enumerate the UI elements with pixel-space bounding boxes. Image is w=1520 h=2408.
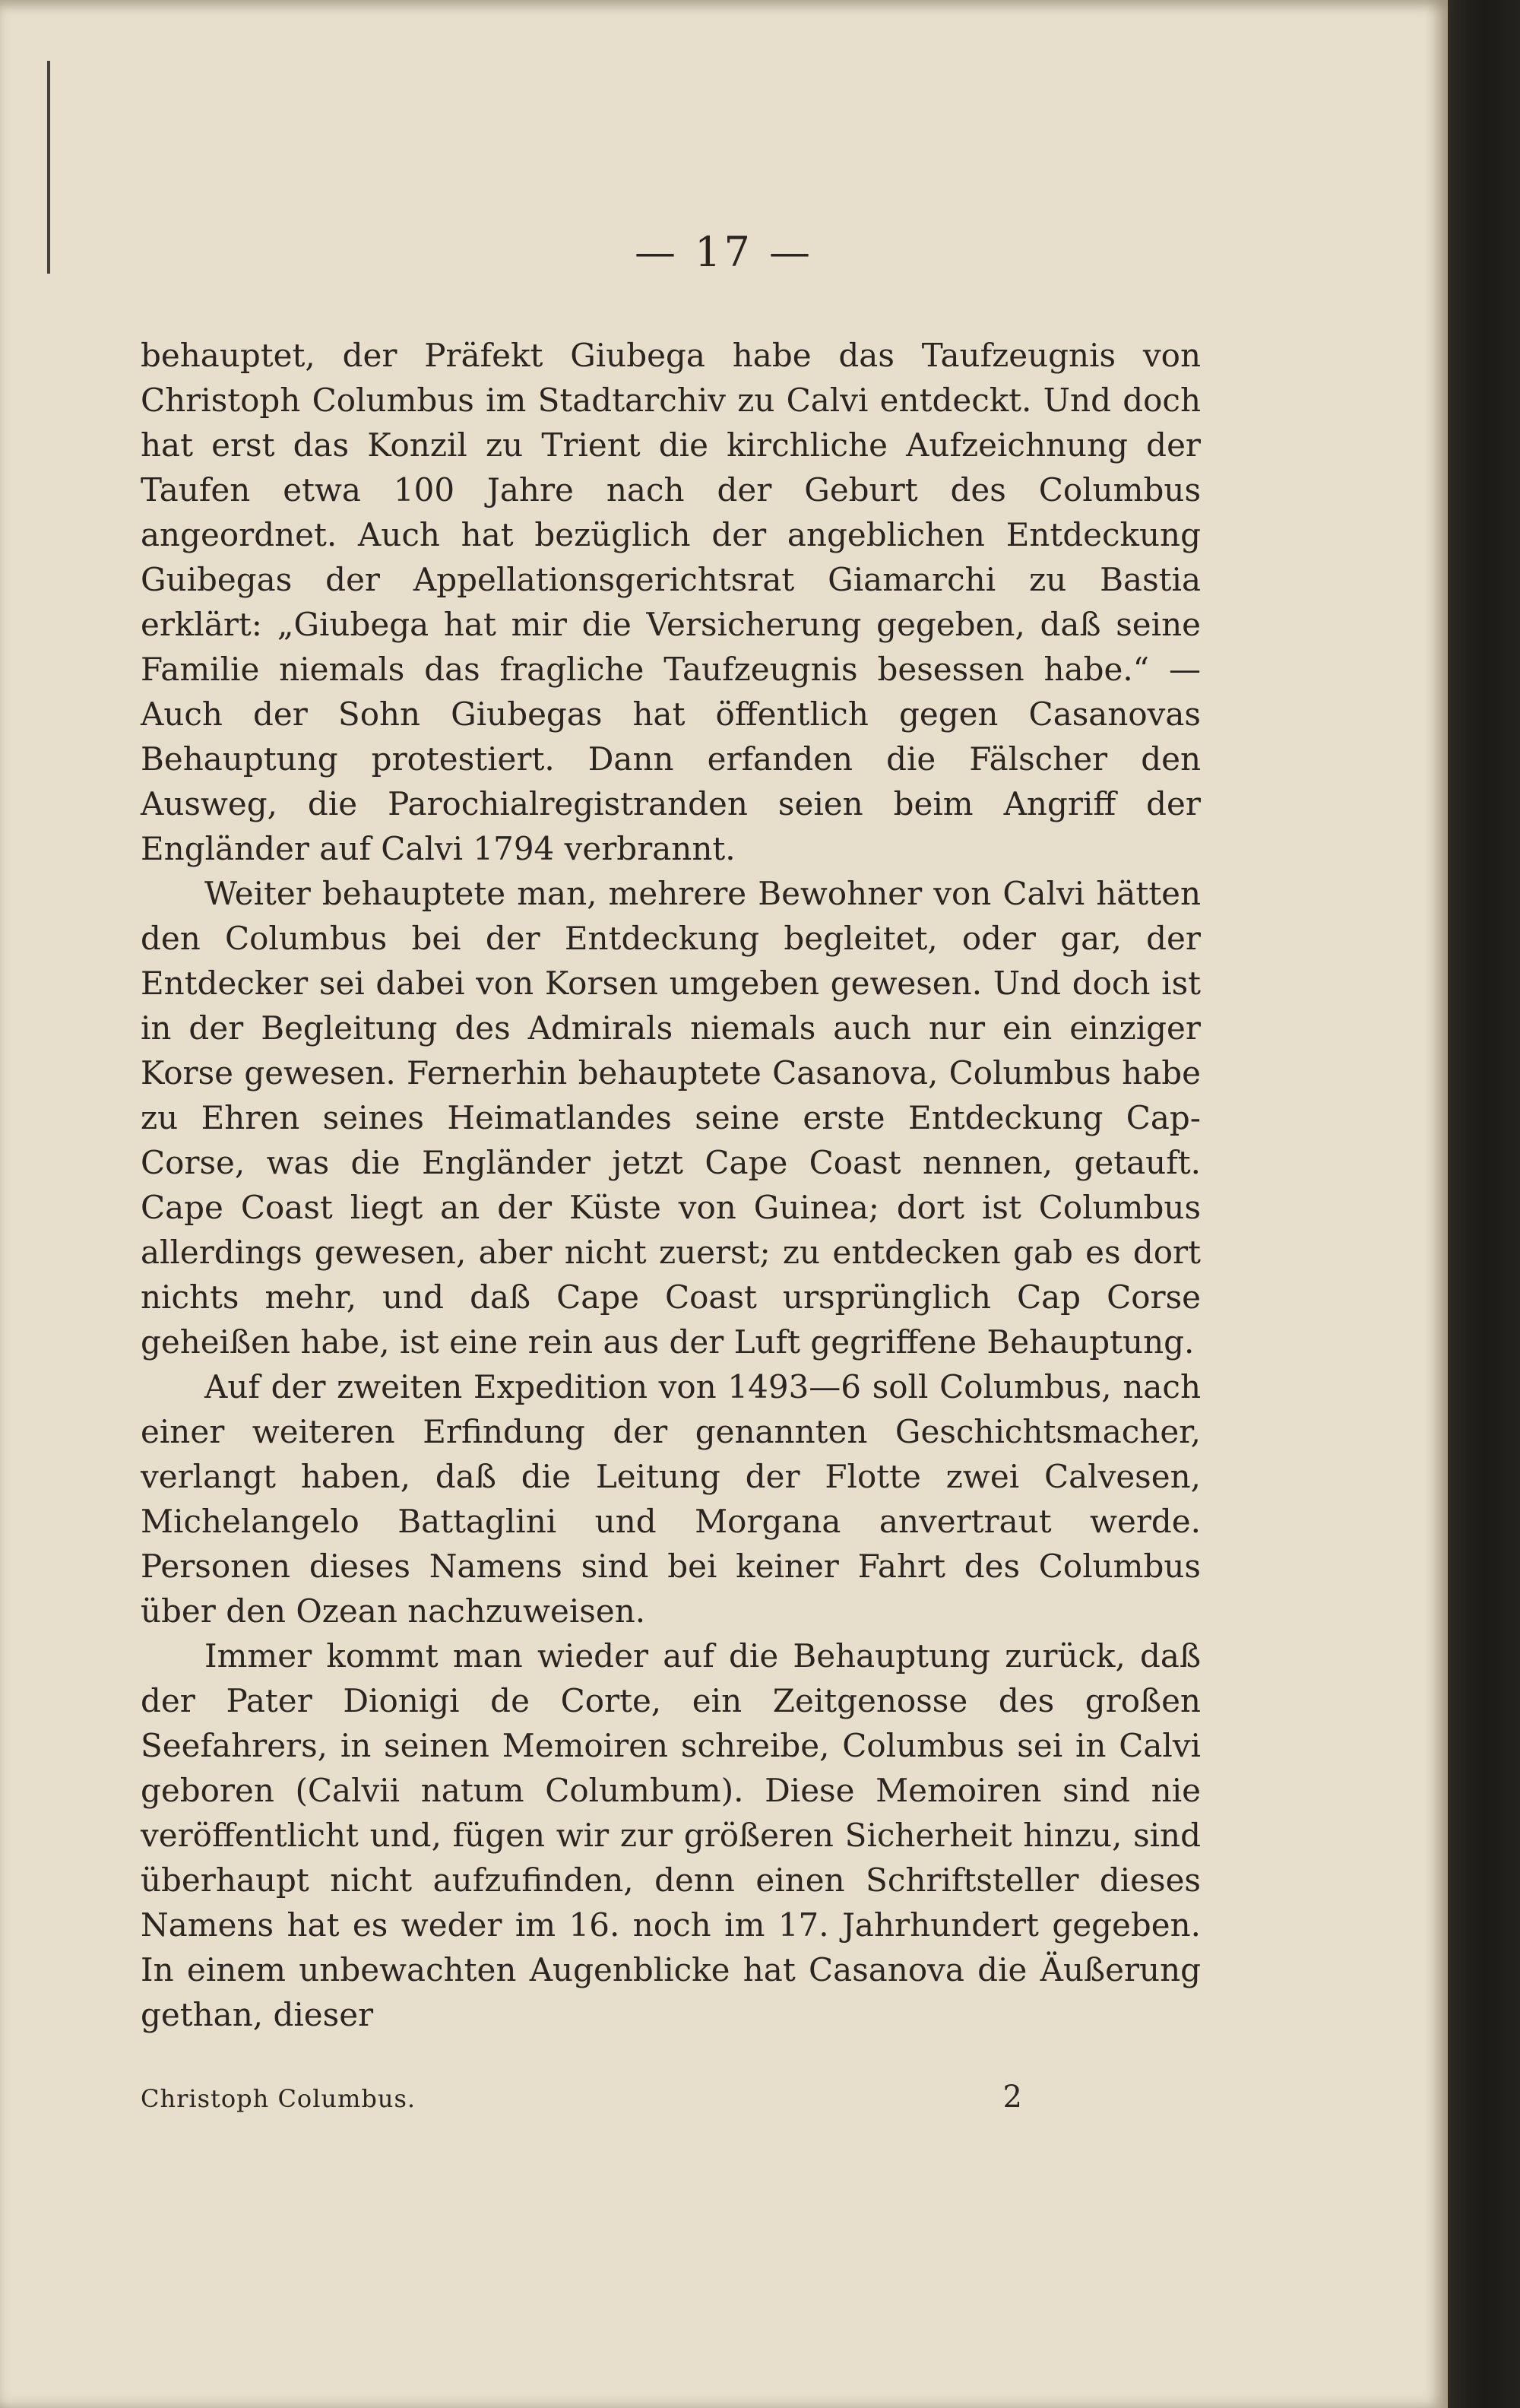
footer-signature: Christoph Columbus. [141,2084,416,2113]
body-text [141,333,1201,2037]
paragraph-4: Immer kommt man wieder auf die Behauptung zurück, daß der Pater Dionigi de Corte, ein Zeitgenosse des großen Seefahrers, in seinen Memoiren schreibe, Columbus sei in Calvi geboren (Calvii natum Columbum). Diese Memoiren sind nie veröffentlicht und, fügen wir zur größeren Sicherheit hinzu, sind überhaupt nicht aufzufinden, denn einen Schriftsteller dieses Namens hat es weder im 16. noch im 17. Jahrhundert gegeben. In einem unbewachten Augenblicke hat Casanova die Äußerung gethan, dieser [141,1637,1201,2033]
paragraph-3: Auf der zweiten Expedition von 1493—6 soll Columbus, nach einer weiteren Erfindung der genannten Geschichtsmacher, verlangt haben, daß die Leitung der Flotte zwei Calvesen, Michelangelo Battaglini und Morgana anvertraut werde. Personen dieses Namens sind bei keiner Fahrt des Columbus über den Ozean nachzuweisen. [141,1368,1201,1630]
page-footer [141,2080,1022,2115]
footer-sheet-number: 2 [1002,2080,1022,2115]
paragraph-2: Weiter behauptete man, mehrere Bewohner von Calvi hätten den Columbus bei der Entdeckung begleitet, oder gar, der Entdecker sei dabei von Korsen umgeben gewesen. Und doch ist in der Begleitung des Admirals niemals auch nur ein einziger Korse gewesen. Fernerhin behauptete Casanova, Columbus habe zu Ehren seines Heimatlandes seine erste Entdeckung Cap-Corse, was die Engländer jetzt Cape Coast nennen, getauft. Cape Coast liegt an der Küste von Guinea; dort ist Columbus allerdings gewesen, aber nicht zuerst; zu entdecken gab es dort nichts mehr, und daß Cape Coast ursprünglich Cap Corse geheißen habe, ist eine rein aus der Luft gegriffene Behauptung. [141,875,1201,1361]
paragraph-1: behauptet, der Präfekt Giubega habe das Taufzeugnis von Christoph Columbus im Stadtarchiv zu Calvi entdeckt. Und doch hat erst das Konzil zu Trient die kirchliche Aufzeichnung der Taufen etwa 100 Jahre nach der Geburt des Columbus angeordnet. Auch hat bezüglich der angeblichen Entdeckung Guibegas der Appellationsgerichtsrat Giamarchi zu Bastia erklärt: „Giubega hat mir die Versicherung gegeben, daß seine Familie niemals das fragliche Taufzeugnis besessen habe.“ — Auch der Sohn Giubegas hat öffentlich gegen Casanovas Behauptung protestiert. Dann erfanden die Fälscher den Ausweg, die Parochialregistranden seien beim Angriff der Engländer auf Calvi 1794 verbrannt. [141,337,1201,867]
page-number-header: — 17 — [634,228,814,276]
